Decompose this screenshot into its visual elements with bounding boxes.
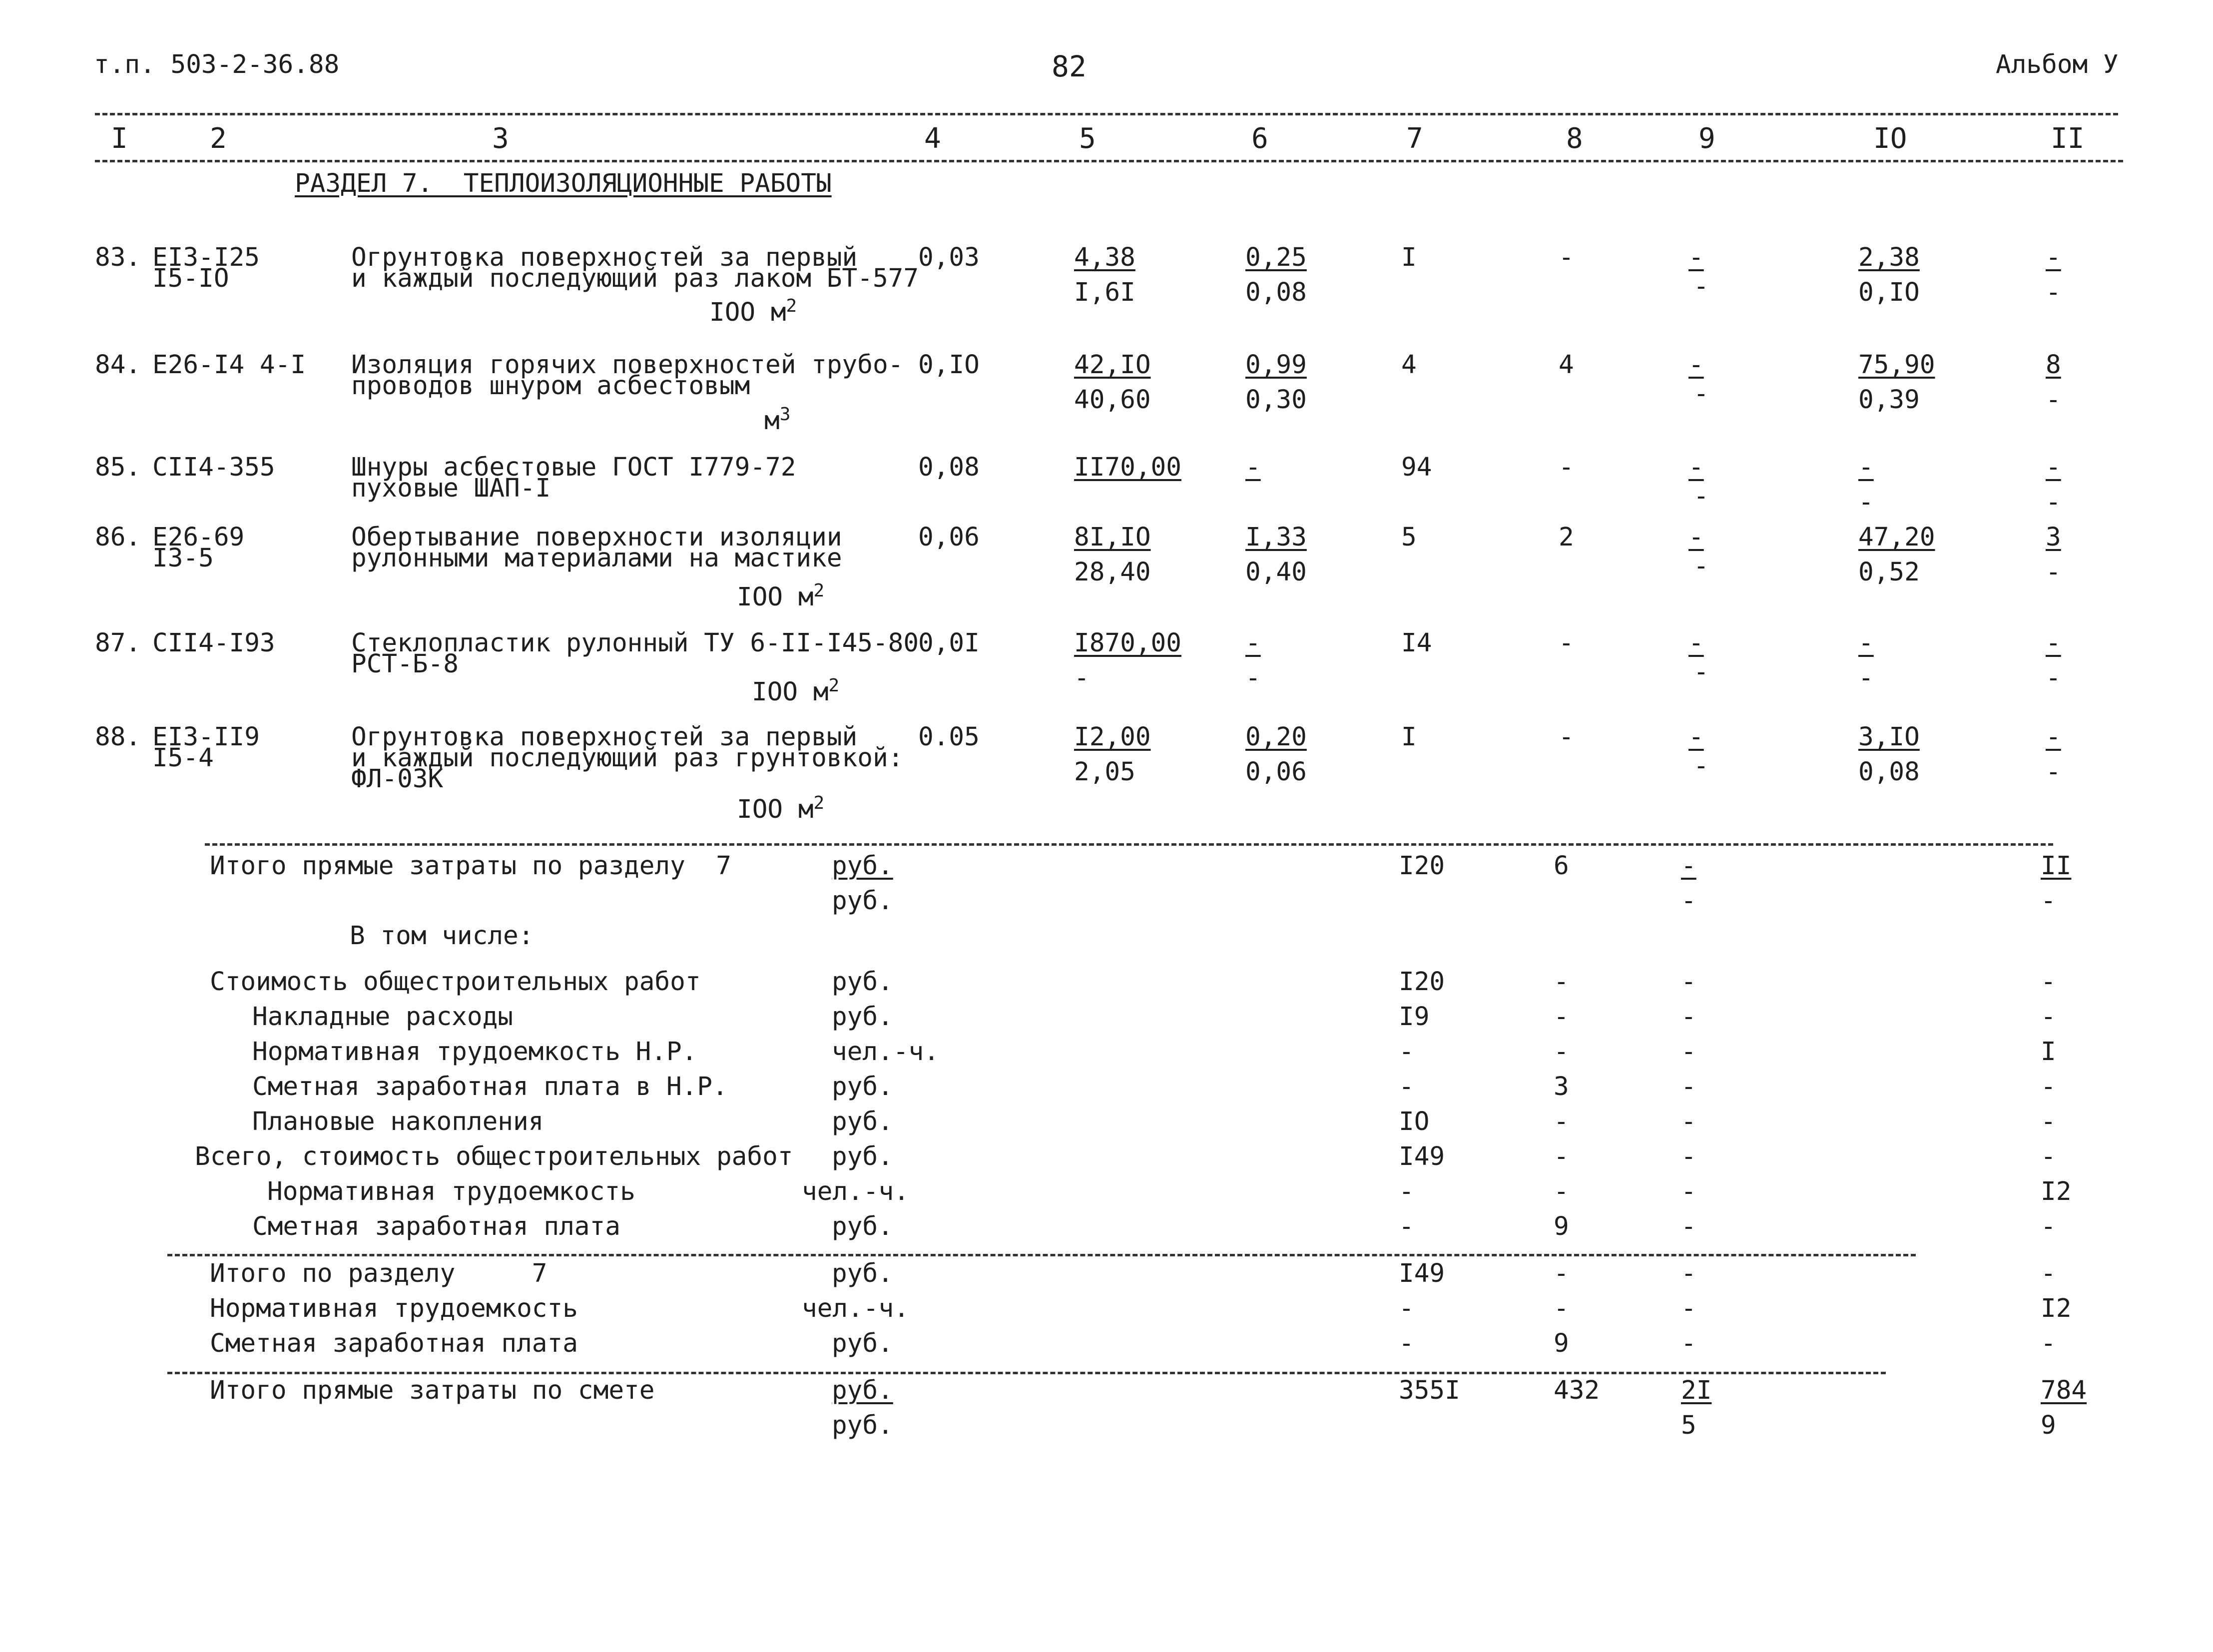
summary-labor: I2: [2041, 1294, 2072, 1323]
summary-labor: -: [2041, 1212, 2056, 1241]
summary-labor: -: [2041, 1329, 2056, 1358]
unit-cost: 42,IO: [1074, 350, 1151, 380]
total-cost: 94: [1401, 453, 1432, 482]
summary-machines: -: [1681, 1294, 1696, 1323]
summary-wages: 3: [1554, 1072, 1569, 1101]
rate-code: СII4-355: [152, 453, 275, 482]
summary-wages: 432: [1554, 1376, 1600, 1405]
total-machines-wages: -: [1693, 272, 1709, 301]
measure-unit: [737, 582, 824, 610]
summary-label: Нормативная трудоемкость: [210, 1294, 578, 1323]
rate-code-sub: I5-IO: [152, 264, 229, 293]
total-rule: [167, 1372, 1886, 1374]
summary-label: Итого прямые затраты по разделу 7: [210, 851, 731, 881]
summary-unit: руб.: [832, 1107, 893, 1136]
summary-wages: -: [1554, 1294, 1569, 1323]
quantity: 0,06: [918, 523, 980, 552]
summary-machines: -: [1681, 1002, 1696, 1032]
total-machines: -: [1688, 243, 1704, 272]
work-description: Огрунтовка поверхностей за первый: [351, 722, 858, 752]
summary-label: Всего, стоимость общестроительных работ: [195, 1142, 793, 1171]
summary-label: Сметная заработная плата: [210, 1329, 578, 1358]
unit-cost-machines: 0,25: [1245, 243, 1307, 272]
unit-cost-machines: I,33: [1245, 523, 1307, 552]
summary-label: Накладные расходы: [252, 1002, 513, 1032]
row-number: 85.: [95, 453, 141, 482]
summary-total-cost: -: [1399, 1037, 1414, 1067]
summary-machines: -: [1681, 1142, 1696, 1171]
summary-machines: 2I: [1681, 1376, 1712, 1405]
labor-total: -: [2046, 243, 2061, 272]
summary-machines: -: [1681, 1037, 1696, 1067]
labor-total-machinists: -: [2046, 278, 2061, 307]
summary-label: Нормативная трудоемкость Н.Р.: [252, 1037, 697, 1067]
labor-per-unit-machinists: 0,08: [1858, 757, 1920, 787]
measure-unit: [764, 406, 790, 434]
labor-total-machinists: -: [2046, 557, 2061, 587]
summary-machines: -: [1681, 851, 1696, 881]
total-machines: -: [1688, 453, 1704, 482]
column-header-7: 7: [1406, 122, 1423, 155]
row-number: 84.: [95, 350, 141, 380]
total-machines: -: [1688, 350, 1704, 380]
summary-labor: I2: [2041, 1177, 2072, 1206]
total-cost: I: [1401, 722, 1417, 752]
header-top-rule: [95, 113, 2118, 115]
summary-total-cost: -: [1399, 1177, 1414, 1206]
summary-label: Итого прямые затраты по смете: [210, 1376, 655, 1405]
column-header-5: 5: [1079, 122, 1096, 155]
summary-label: Стоимость общестроительных работ: [210, 967, 701, 997]
work-description-line3: ФЛ-03К: [351, 764, 444, 794]
labor-per-unit-machinists: -: [1858, 488, 1874, 517]
summary-wages: -: [1554, 967, 1569, 997]
summary-label: Сметная заработная плата: [252, 1212, 620, 1241]
column-header-8: 8: [1566, 122, 1583, 155]
column-header-9: 9: [1698, 122, 1715, 155]
summary-wages: 9: [1554, 1329, 1569, 1358]
row-number: 83.: [95, 243, 141, 272]
labor-total: 3: [2046, 523, 2061, 552]
total-wages: -: [1559, 628, 1574, 658]
summary-labor: -: [2041, 1072, 2056, 1101]
work-description: Изоляция горячих поверхностей трубо-: [351, 350, 904, 380]
summary-unit: руб.: [832, 1072, 893, 1101]
summary-labor: 784: [2041, 1376, 2087, 1405]
total-machines: -: [1688, 628, 1704, 658]
labor-total: -: [2046, 628, 2061, 658]
total-machines-wages: -: [1693, 551, 1709, 581]
quantity: 0,08: [918, 453, 980, 482]
summary-unit: чел.-ч.: [802, 1294, 909, 1323]
unit-cost: 4,38: [1074, 243, 1135, 272]
column-header-3: 3: [492, 122, 509, 155]
labor-total-machinists: -: [2046, 488, 2061, 517]
summary-unit: руб.: [832, 1142, 893, 1171]
unit-exponent: 2: [813, 580, 825, 601]
summary-wages: 6: [1554, 851, 1569, 881]
unit-cost: I870,00: [1074, 628, 1181, 658]
unit-cost-wages: 40,60: [1074, 385, 1151, 415]
labor-total: -: [2046, 453, 2061, 482]
summary-unit: руб.: [832, 1411, 893, 1440]
summary-wages: -: [1554, 1107, 1569, 1136]
labor-per-unit: -: [1858, 628, 1874, 658]
unit-exponent: 3: [779, 404, 791, 425]
summary-unit: руб.: [832, 1259, 893, 1288]
summary-machines: -: [1681, 1212, 1696, 1241]
summary-wages: -: [1554, 1002, 1569, 1032]
labor-total: -: [2046, 722, 2061, 752]
summary-label: Плановые накопления: [252, 1107, 544, 1136]
total-machines-wages: -: [1693, 657, 1709, 687]
column-header-4: 4: [924, 122, 941, 155]
labor-per-unit-machinists: -: [1858, 663, 1874, 693]
work-description: Обертывание поверхности изоляции: [351, 523, 842, 552]
unit-cost: I2,00: [1074, 722, 1151, 752]
unit-exponent: 2: [813, 793, 825, 813]
summary-wages: 9: [1554, 1212, 1569, 1241]
summary-machines: -: [1681, 967, 1696, 997]
labor-total-machinists: -: [2046, 385, 2061, 415]
summary-labor: -: [2041, 886, 2056, 916]
page-number: 82: [1052, 49, 1087, 83]
summary-wages: -: [1554, 1037, 1569, 1067]
summary-total-cost: I49: [1399, 1259, 1445, 1288]
rate-code: ЕI3-I25: [152, 243, 260, 272]
work-description: Шнуры асбестовые ГОСТ I779-72: [351, 453, 796, 482]
column-header-2: 2: [210, 122, 227, 155]
total-wages: -: [1559, 453, 1574, 482]
summary-total-cost: IO: [1399, 1107, 1430, 1136]
labor-per-unit: 3,IO: [1858, 722, 1920, 752]
header-bottom-rule: [95, 160, 2123, 162]
summary-machines: -: [1681, 886, 1696, 916]
labor-per-unit: 47,20: [1858, 523, 1935, 552]
total-wages: 4: [1559, 350, 1574, 380]
row-number: 86.: [95, 523, 141, 552]
summary-labor: 9: [2041, 1411, 2056, 1440]
summary-wages: -: [1554, 1177, 1569, 1206]
summary-label: Итого по разделу 7: [210, 1259, 548, 1288]
measure-unit: [709, 297, 797, 325]
summary-unit: руб.: [832, 886, 893, 916]
summary-total-cost: -: [1399, 1329, 1414, 1358]
total-wages: 2: [1559, 523, 1574, 552]
total-machines: -: [1688, 722, 1704, 752]
unit-cost-wages: 28,40: [1074, 557, 1151, 587]
summary-labor: -: [2041, 967, 2056, 997]
total-cost: I4: [1401, 628, 1432, 658]
work-description-line2: рулонными материалами на мастике: [351, 544, 842, 573]
quantity: 0,03: [918, 243, 980, 272]
summary-label: Нормативная трудоемкость: [267, 1177, 635, 1206]
unit-cost-machines-wages: 0,06: [1245, 757, 1307, 787]
unit-text: IOO м: [752, 677, 829, 707]
summary-labor: -: [2041, 1002, 2056, 1032]
measure-unit: [737, 794, 824, 822]
items-end-rule: [205, 843, 2053, 846]
work-description: Стеклопластик рулонный ТУ 6-II-I45-80: [351, 628, 919, 658]
summary-labor: I: [2041, 1037, 2056, 1067]
total-machines-wages: -: [1693, 751, 1709, 781]
album-label: Альбом У: [1996, 50, 2119, 79]
summary-machines: -: [1681, 1107, 1696, 1136]
summary-unit: руб.: [832, 1212, 893, 1241]
summary-unit: руб.: [832, 1002, 893, 1032]
total-machines-wages: -: [1693, 482, 1709, 511]
unit-cost-machines: -: [1245, 453, 1261, 482]
summary-machines: -: [1681, 1072, 1696, 1101]
summary-label: Сметная заработная плата в Н.Р.: [252, 1072, 728, 1101]
summary-labor: -: [2041, 1259, 2056, 1288]
labor-total-machinists: -: [2046, 757, 2061, 787]
labor-per-unit-machinists: 0,39: [1858, 385, 1920, 415]
rate-code: СII4-I93: [152, 628, 275, 658]
summary-labor: -: [2041, 1142, 2056, 1171]
summary-total-cost: -: [1399, 1072, 1414, 1101]
unit-text: IOO м: [709, 298, 786, 327]
total-cost: 5: [1401, 523, 1417, 552]
labor-per-unit-machinists: 0,IO: [1858, 278, 1920, 307]
quantity: 0,0I: [918, 628, 980, 658]
unit-cost: II70,00: [1074, 453, 1181, 482]
column-header-6: 6: [1251, 122, 1268, 155]
summary-total-cost: -: [1399, 1294, 1414, 1323]
column-header-10: IO: [1873, 122, 1907, 155]
summary-total-cost: -: [1399, 1212, 1414, 1241]
summary-unit: руб.: [832, 967, 893, 997]
total-machines-wages: -: [1693, 379, 1709, 409]
quantity: 0,IO: [918, 350, 980, 380]
unit-cost-wages: I,6I: [1074, 278, 1135, 307]
summary-total-cost: I20: [1399, 851, 1445, 881]
work-description-line2: проводов шнуром асбестовым: [351, 371, 750, 401]
summary-labor: II: [2041, 851, 2072, 881]
labor-per-unit-machinists: 0,52: [1858, 557, 1920, 587]
summary-wages: -: [1554, 1142, 1569, 1171]
unit-text: IOO м: [737, 795, 814, 824]
unit-text: м: [764, 406, 780, 436]
total-wages: -: [1559, 243, 1574, 272]
work-description-line2: и каждый последующий раз грунтовкой:: [351, 743, 904, 773]
labor-per-unit: 2,38: [1858, 243, 1920, 272]
rate-code: Е26-69: [152, 523, 245, 552]
rate-code-sub: I5-4: [152, 743, 214, 773]
total-wages: -: [1559, 722, 1574, 752]
quantity: 0.05: [918, 722, 980, 752]
summary-machines: -: [1681, 1177, 1696, 1206]
work-description-line2: пуховые ШАП-I: [351, 474, 551, 503]
summary-machines: -: [1681, 1259, 1696, 1288]
row-number: 87.: [95, 628, 141, 658]
work-description: Огрунтовка поверхностей за первый: [351, 243, 858, 272]
subtotal-rule: [167, 1254, 1916, 1256]
rate-code-sub: I3-5: [152, 544, 214, 573]
work-description-line2: и каждый последующий раз лаком БТ-577: [351, 264, 919, 293]
summary-machines: -: [1681, 1329, 1696, 1358]
unit-cost-wages: -: [1074, 663, 1090, 693]
summary-unit: чел.-ч.: [832, 1037, 939, 1067]
total-cost: I: [1401, 243, 1417, 272]
rate-code: ЕI3-II9: [152, 722, 260, 752]
rate-code: Е26-I4 4-I: [152, 350, 306, 380]
column-header-11: II: [2051, 122, 2085, 155]
summary-labor: -: [2041, 1107, 2056, 1136]
summary-machines: 5: [1681, 1411, 1696, 1440]
labor-total-machinists: -: [2046, 663, 2061, 693]
unit-exponent: 2: [828, 675, 840, 696]
total-cost: 4: [1401, 350, 1417, 380]
doc-id: т.п. 503-2-36.88: [94, 50, 340, 79]
unit-exponent: 2: [786, 296, 797, 316]
total-machines: -: [1688, 523, 1704, 552]
summary-label: В том числе:: [350, 921, 534, 951]
labor-total: 8: [2046, 350, 2061, 380]
summary-total-cost: I20: [1399, 967, 1445, 997]
measure-unit: [752, 677, 839, 705]
unit-cost-machines: -: [1245, 628, 1261, 658]
summary-unit: руб.: [832, 851, 893, 881]
unit-cost-machines: 0,20: [1245, 722, 1307, 752]
summary-unit: руб.: [832, 1376, 893, 1405]
unit-cost-machines-wages: 0,08: [1245, 278, 1307, 307]
summary-unit: чел.-ч.: [802, 1177, 909, 1206]
unit-cost-machines: 0,99: [1245, 350, 1307, 380]
column-header-1: I: [111, 122, 128, 155]
row-number: 88.: [95, 722, 141, 752]
unit-cost-machines-wages: -: [1245, 663, 1261, 693]
work-description-line2: РСТ-Б-8: [351, 649, 459, 679]
summary-total-cost: I9: [1399, 1002, 1430, 1032]
unit-cost-machines-wages: 0,30: [1245, 385, 1307, 415]
unit-cost-machines-wages: 0,40: [1245, 557, 1307, 587]
section-title: РАЗДЕЛ 7. ТЕПЛОИЗОЛЯЦИОННЫЕ РАБОТЫ: [295, 169, 832, 198]
unit-cost-wages: 2,05: [1074, 757, 1135, 787]
labor-per-unit: 75,90: [1858, 350, 1935, 380]
summary-total-cost: I49: [1399, 1142, 1445, 1171]
summary-total-cost: 355I: [1399, 1376, 1460, 1405]
unit-cost: 8I,IO: [1074, 523, 1151, 552]
summary-wages: -: [1554, 1259, 1569, 1288]
labor-per-unit: -: [1858, 453, 1874, 482]
summary-unit: руб.: [832, 1329, 893, 1358]
unit-text: IOO м: [737, 582, 814, 612]
